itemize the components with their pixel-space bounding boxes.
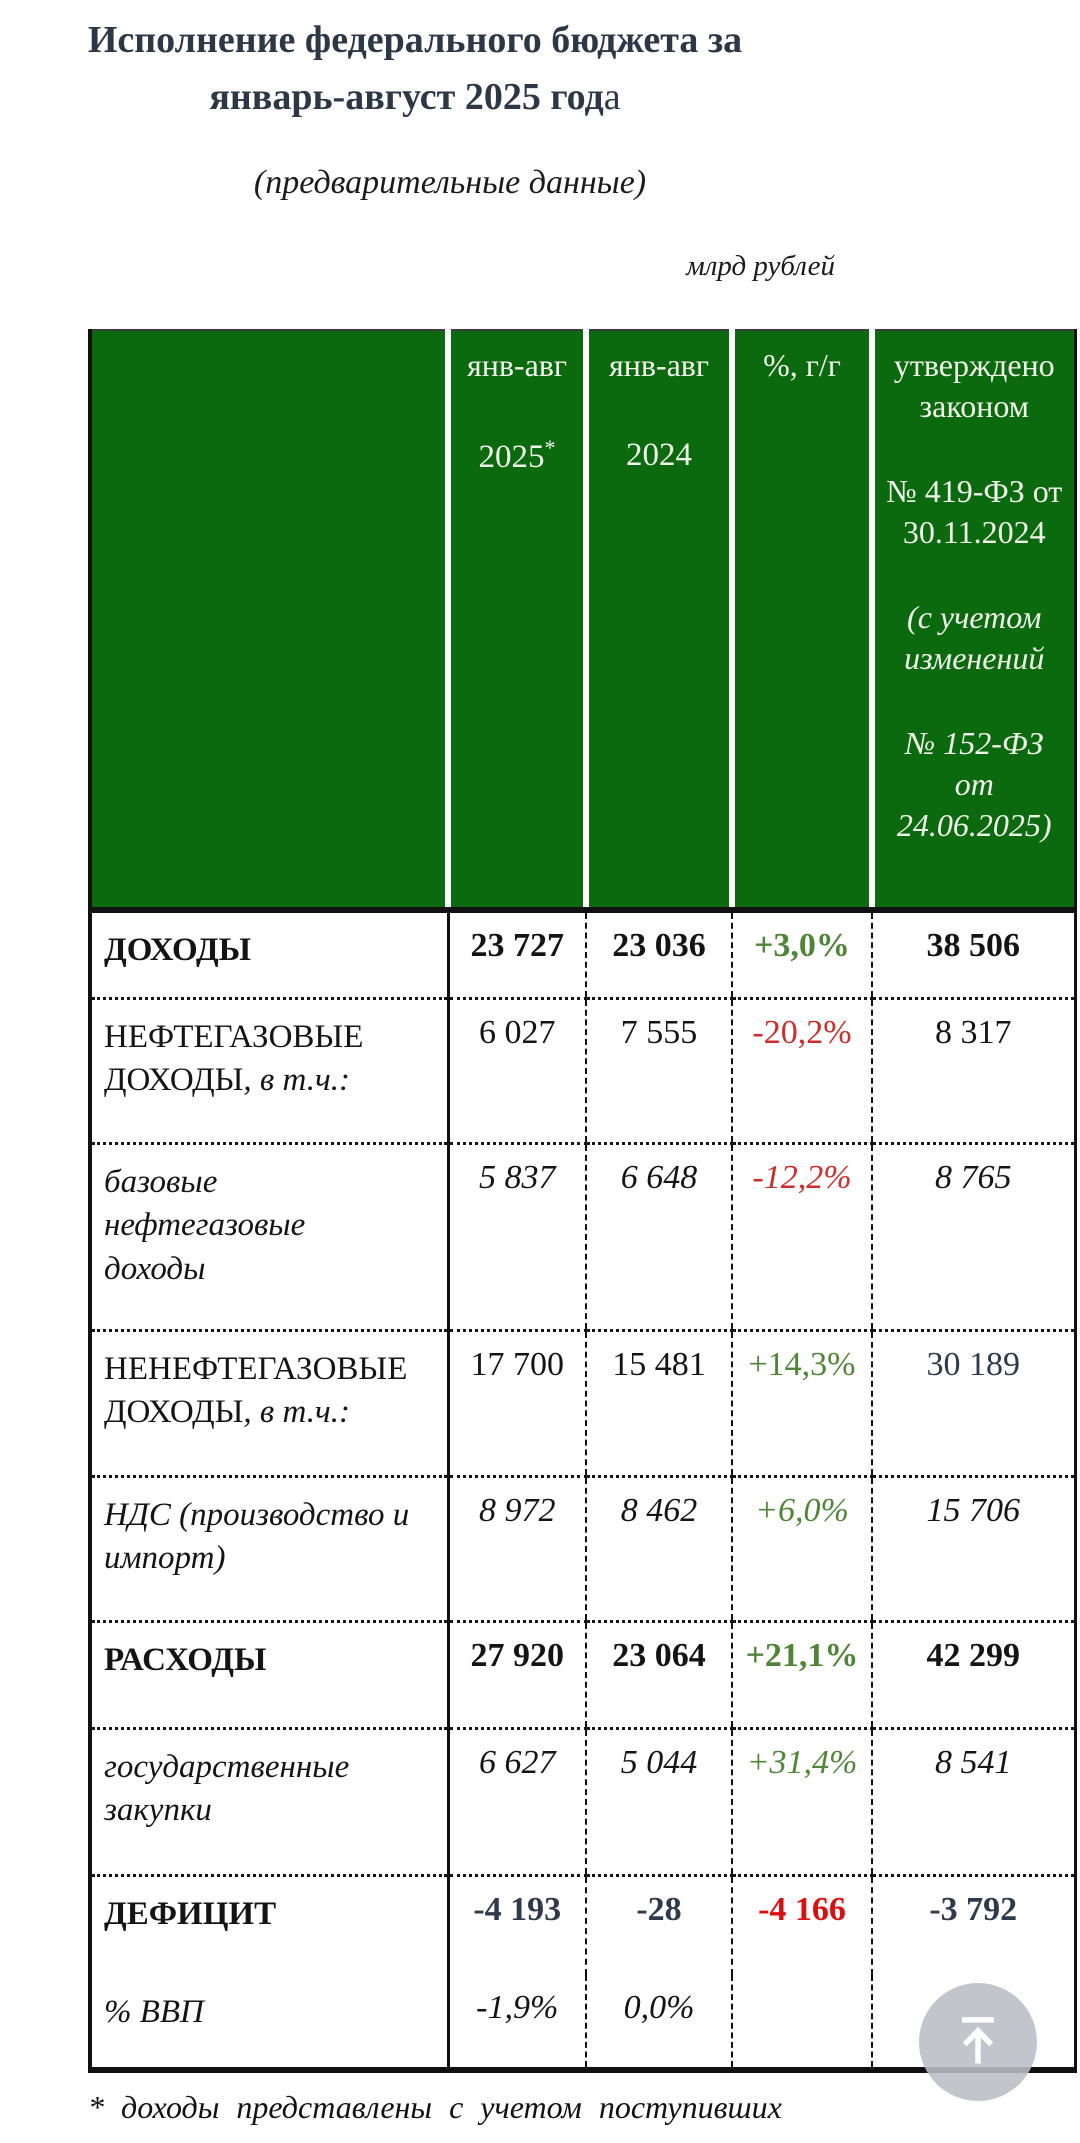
table-row-non-oil-gas-revenues [90,1330,1075,1476]
row-label: ДЕФИЦИТ [90,1875,448,1975]
table-row-expenditures [90,1621,1075,1728]
cell-2025: 8 972 [448,1476,586,1621]
cell-pct: +21,1% [732,1621,872,1728]
cell-2024: 8 462 [586,1476,732,1621]
row-label-note: , в т.ч.: [243,1062,350,1099]
column-header-pct: %, г/г [732,330,872,910]
row-label: ДОХОДЫ [104,932,252,968]
footnote-asterisk: * [544,434,556,460]
arrow-up-to-top-icon [945,2008,1011,2077]
cell-pct: +14,3% [732,1330,872,1476]
cell-approved: 38 506 [872,910,1075,998]
table-row-state-procurement [90,1728,1075,1875]
table-row-revenues [90,910,1075,998]
table-row-oil-gas-revenues [90,998,1075,1143]
cell-pct: -12,2% [732,1143,872,1330]
approved-amendment-note: (с учетом изменений [904,598,1045,676]
cell-approved: -3 792 [872,1875,1075,1975]
page-title-line2: январь-август 2025 года [209,76,621,118]
approved-amendment-number: № 152-ФЗ от 24.06.2025) [896,724,1052,843]
cell-2024: 6 648 [586,1143,732,1330]
cell-approved: 8 317 [872,998,1075,1143]
cell-2024: 7 555 [586,998,732,1143]
cell-2024: 0,0% [586,1975,732,2070]
row-label: НДС (производство и импорт) [90,1476,448,1621]
cell-2024: 15 481 [586,1330,732,1476]
cell-2025: 5 837 [448,1143,586,1330]
cell-approved: 30 189 [872,1330,1075,1476]
cell-2025: 6 027 [448,998,586,1143]
page-title [0,0,830,126]
page-title-line1: Исполнение федерального бюджета за [87,19,743,61]
year-2024: 2024 [626,436,692,473]
row-label: % ВВП [104,1994,204,2030]
cell-2025: 17 700 [448,1330,586,1476]
table-row-base-oil-gas-revenues [90,1143,1075,1330]
approved-law-title: утверждено законом [893,347,1055,424]
table-row-vat [90,1476,1075,1621]
table-row-deficit [90,1875,1075,1975]
cell-approved: 15 706 [872,1476,1075,1621]
row-label: базовые нефтегазовые доходы [90,1143,448,1330]
cell-pct: +6,0% [732,1476,872,1621]
cell-pct: -20,2% [732,998,872,1143]
column-header-approved [872,330,1075,910]
cell-2025: -4 193 [448,1875,586,1975]
cell-2024: 23 064 [586,1621,732,1728]
cell-2024: -28 [586,1875,732,1975]
cell-pct: +3,0% [732,910,872,998]
cell-2024: 23 036 [586,910,732,998]
table-header-row [90,330,1075,910]
cell-2025: 23 727 [448,910,586,998]
year-2025: 2025* [478,434,556,475]
footnote: * доходы представлены с учетом поступивших [88,2089,782,2125]
cell-approved: 42 299 [872,1621,1075,1728]
row-label-note: , в т.ч.: [243,1394,350,1431]
cell-pct: +31,4% [732,1728,872,1875]
subtitle: (предварительные данные) [253,164,647,201]
page-title-line2-tail: а [603,76,621,118]
cell-2025: 6 627 [448,1728,586,1875]
row-label: НЕНЕФТЕГАЗОВЫЕ ДОХОДЫ, в т.ч.: [90,1330,448,1476]
cell-approved: 8 541 [872,1728,1075,1875]
cell-2025: 27 920 [448,1621,586,1728]
cell-pct [732,1975,872,2070]
column-header-2025: янв-авг 2025* [448,330,586,910]
row-label: РАСХОДЫ [90,1621,448,1728]
cell-2024: 5 044 [586,1728,732,1875]
budget-table [88,329,1077,2073]
cell-pct: -4 166 [732,1875,872,1975]
row-label: государственные закупки [90,1728,448,1875]
cell-approved: 8 765 [872,1143,1075,1330]
cell-2025: -1,9% [448,1975,586,2070]
approved-law-number: № 419-ФЗ от 30.11.2024 [886,472,1063,550]
row-label: НЕФТЕГАЗОВЫЕ ДОХОДЫ, в т.ч.: [90,998,448,1143]
column-header-2024: янв-авг 2024 [586,330,732,910]
units-note: млрд рублей [686,250,835,282]
column-header-empty [90,330,448,910]
scroll-to-top-button[interactable] [919,1983,1037,2101]
